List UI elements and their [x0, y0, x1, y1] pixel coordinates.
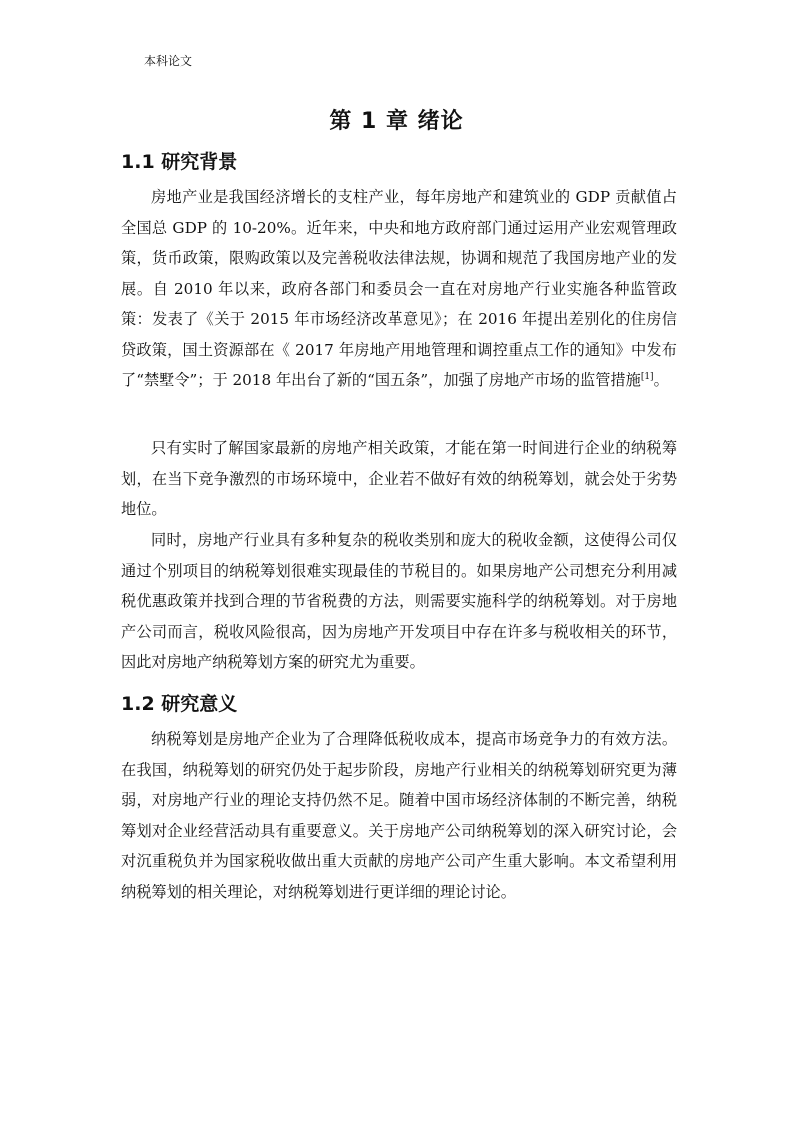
citation-marker: [1]: [640, 371, 654, 382]
paragraph-background-1: [121, 182, 677, 396]
section-heading-significance: 1.2 研究意义: [121, 693, 238, 715]
paragraph-text: 房地产业是我国经济增长的支柱产业，每年房地产和建筑业的 GDP 贡献值占全国总 GDP 的 10-20%。近年来，中央和地方政府部门通过运用产业宏观管理政策，货币政策，限购政策以及完善税收法律法规，协调和规范了我国房地产业的发展。自 2010 年以来，政府各部门和委员会一直在对房地产行业实施各种监管政策：发表了《关于 2015 年市场经济改革意见》；在 2016 年提出差别化的住房信贷政策，国土资源部在《 2017 年房地产用地管理和调控重点工作的通知》中发布了“禁墅令”；于 2018 年出台了新的“国五条”，加强了房地产市场的监管措施: [121, 188, 677, 389]
paragraph-significance-1: 纳税筹划是房地产企业为了合理降低税收成本，提高市场竞争力的有效方法。在我国，纳税筹划的研究仍处于起步阶段，房地产行业相关的纳税筹划研究更为薄弱，对房地产行业的理论支持仍然不足。随着中国市场经济体制的不断完善，纳税筹划对企业经营活动具有重要意义。关于房地产公司纳税筹划的深入研究讨论，会对沉重税负并为国家税收做出重大贡献的房地产公司产生重大影响。本文希望利用纳税筹划的相关理论，对纳税筹划进行更详细的理论讨论。: [121, 730, 677, 901]
paragraph-background-2: 只有实时了解国家最新的房地产相关政策，才能在第一时间进行企业的纳税筹划，在当下竞争激烈的市场环境中，企业若不做好有效的纳税筹划，就会处于劣势地位。: [121, 439, 677, 518]
chapter-title: 第 1 章 绪论: [329, 109, 464, 134]
paragraph-end-punct: 。: [653, 371, 669, 389]
paragraph-background-3: 同时，房地产行业具有多种复杂的税收类别和庞大的税收金额，这使得公司仅通过个别项目的纳税筹划很难实现最佳的节税目的。如果房地产公司想充分利用减税优惠政策并找到合理的节省税费的方法，则需要实施科学的纳税筹划。对于房地产公司而言，税收风险很高，因为房地产开发项目中存在许多与税收相关的环节，因此对房地产纳税筹划方案的研究尤为重要。: [121, 531, 677, 671]
running-header: 本科论文: [144, 54, 193, 68]
section-heading-background: 1.1 研究背景: [121, 151, 238, 173]
